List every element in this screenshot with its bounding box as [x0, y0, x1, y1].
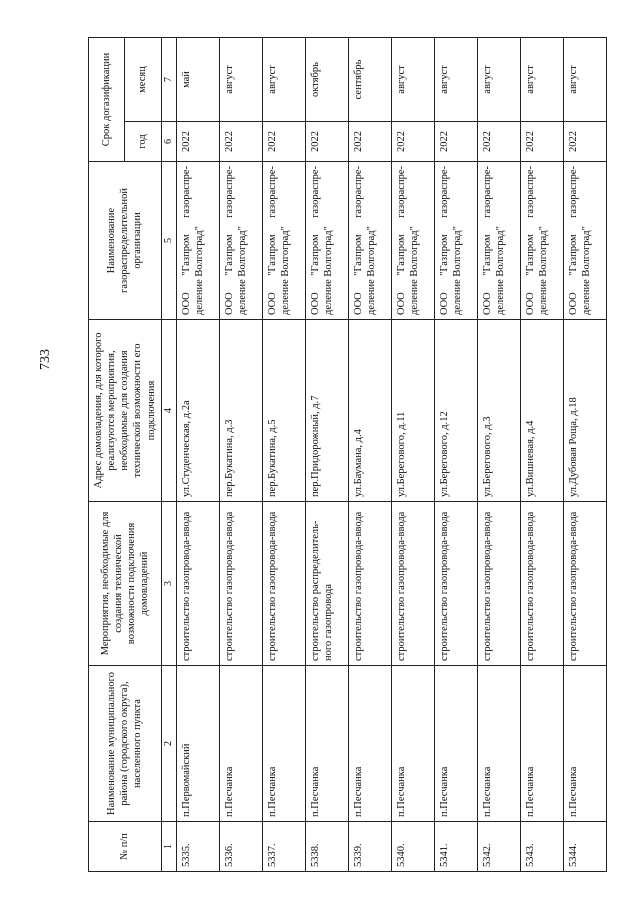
column-number: 5 — [161, 162, 177, 320]
month-cell: август — [564, 37, 607, 121]
year-cell: 2022 — [349, 122, 392, 162]
locality-cell: п.Песчанка — [478, 666, 521, 822]
table-row — [392, 37, 435, 871]
table-row — [564, 37, 607, 871]
measure-cell: строительство газопровода-ввода — [435, 502, 478, 666]
table-row — [349, 37, 392, 871]
table-row — [478, 37, 521, 871]
year-cell: 2022 — [263, 122, 306, 162]
row-number: 5336. — [220, 822, 263, 872]
year-cell: 2022 — [521, 122, 564, 162]
organization-cell: ООО "Газпром газораспре-деление Волгоград" — [521, 162, 564, 320]
header-term: Срок догазификации — [89, 37, 125, 161]
organization-cell: ООО "Газпром газораспре-деление Волгоград" — [564, 162, 607, 320]
row-number: 5339. — [349, 822, 392, 872]
address-cell: пер.Букатина, д.5 — [263, 320, 306, 502]
month-cell: август — [263, 37, 306, 121]
locality-cell: п.Песчанка — [263, 666, 306, 822]
header-year: год — [125, 122, 161, 162]
row-number: 5341. — [435, 822, 478, 872]
measure-cell: строительство газопровода-ввода — [263, 502, 306, 666]
header-row — [89, 37, 125, 871]
measure-cell: строительство газопровода-ввода — [478, 502, 521, 666]
year-cell: 2022 — [220, 122, 263, 162]
year-cell: 2022 — [478, 122, 521, 162]
locality-cell: п.Песчанка — [392, 666, 435, 822]
measure-cell: строительство газопровода-ввода — [220, 502, 263, 666]
measure-cell: строительство газопровода-ввода — [564, 502, 607, 666]
table-body — [177, 37, 607, 871]
measure-cell: строительство газопровода-ввода — [349, 502, 392, 666]
row-number: 5338. — [306, 822, 349, 872]
column-number: 2 — [161, 666, 177, 822]
page-number: 733 — [38, 349, 53, 370]
table-row — [220, 37, 263, 871]
organization-cell: ООО "Газпром газораспре-деление Волгоград" — [306, 162, 349, 320]
column-number: 3 — [161, 502, 177, 666]
month-cell: октябрь — [306, 37, 349, 121]
row-number: 5337. — [263, 822, 306, 872]
column-number: 7 — [161, 37, 177, 121]
locality-cell: п.Песчанка — [349, 666, 392, 822]
organization-cell: ООО "Газпром газораспре-деление Волгоград" — [177, 162, 220, 320]
table-row — [177, 37, 220, 871]
organization-cell: ООО "Газпром газораспре-деление Волгоград" — [263, 162, 306, 320]
row-number: 5343. — [521, 822, 564, 872]
year-cell: 2022 — [435, 122, 478, 162]
table-row — [521, 37, 564, 871]
row-number: 5335. — [177, 822, 220, 872]
address-cell: ул.Студенческая, д.2а — [177, 320, 220, 502]
organization-cell: ООО "Газпром газораспре-деление Волгоград" — [478, 162, 521, 320]
year-cell: 2022 — [177, 122, 220, 162]
header-organization: Наименование газораспределительной организации — [89, 162, 162, 320]
month-cell: август — [478, 37, 521, 121]
locality-cell: п.Песчанка — [564, 666, 607, 822]
gasification-table-sheet — [88, 38, 608, 872]
measure-cell: строительство газопровода-ввода — [177, 502, 220, 666]
month-cell: август — [435, 37, 478, 121]
row-number: 5340. — [392, 822, 435, 872]
measure-cell: строительство распределитель-ного газопровода — [306, 502, 349, 666]
year-cell: 2022 — [564, 122, 607, 162]
header-number: № п/п — [89, 822, 162, 872]
month-cell: май — [177, 37, 220, 121]
month-cell: сентябрь — [349, 37, 392, 121]
measure-cell: строительство газопровода-ввода — [521, 502, 564, 666]
organization-cell: ООО "Газпром газораспре-деление Волгоград" — [392, 162, 435, 320]
gasification-table — [88, 37, 607, 872]
locality-cell: п.Песчанка — [521, 666, 564, 822]
row-number: 5342. — [478, 822, 521, 872]
organization-cell: ООО "Газпром газораспре-деление Волгоград" — [220, 162, 263, 320]
address-cell: ул.Берегового, д.3 — [478, 320, 521, 502]
locality-cell: п.Песчанка — [306, 666, 349, 822]
year-cell: 2022 — [306, 122, 349, 162]
column-number-row — [161, 37, 177, 871]
measure-cell: строительство газопровода-ввода — [392, 502, 435, 666]
table-row — [435, 37, 478, 871]
locality-cell: п.Песчанка — [435, 666, 478, 822]
address-cell: ул.Вишневая, д.4 — [521, 320, 564, 502]
month-cell: август — [220, 37, 263, 121]
locality-cell: п.Первомайский — [177, 666, 220, 822]
row-number: 5344. — [564, 822, 607, 872]
address-cell: ул.Берегового, д.12 — [435, 320, 478, 502]
header-month: месяц — [125, 37, 161, 121]
address-cell: ул.Дубовая Роща, д.18 — [564, 320, 607, 502]
column-number: 4 — [161, 320, 177, 502]
column-number: 6 — [161, 122, 177, 162]
table-row — [263, 37, 306, 871]
header-measures: Мероприятия, необходимые для создания технической возможности подключения домовладений — [89, 502, 162, 666]
header-address: Адрес домовладения, для которого реализуются мероприятия, необходимые для создания технической возможности его подключения — [89, 320, 162, 502]
column-number: 1 — [161, 822, 177, 872]
organization-cell: ООО "Газпром газораспре-деление Волгоград" — [435, 162, 478, 320]
locality-cell: п.Песчанка — [220, 666, 263, 822]
year-cell: 2022 — [392, 122, 435, 162]
month-cell: август — [392, 37, 435, 121]
address-cell: пер.Придорожный, д.7 — [306, 320, 349, 502]
organization-cell: ООО "Газпром газораспре-деление Волгоград" — [349, 162, 392, 320]
address-cell: ул.Берегового, д.11 — [392, 320, 435, 502]
address-cell: пер.Букатина, д.3 — [220, 320, 263, 502]
header-locality: Наименование муниципального района (городского округа), населенного пункта — [89, 666, 162, 822]
table-row — [306, 37, 349, 871]
address-cell: ул.Баумана, д.4 — [349, 320, 392, 502]
month-cell: август — [521, 37, 564, 121]
